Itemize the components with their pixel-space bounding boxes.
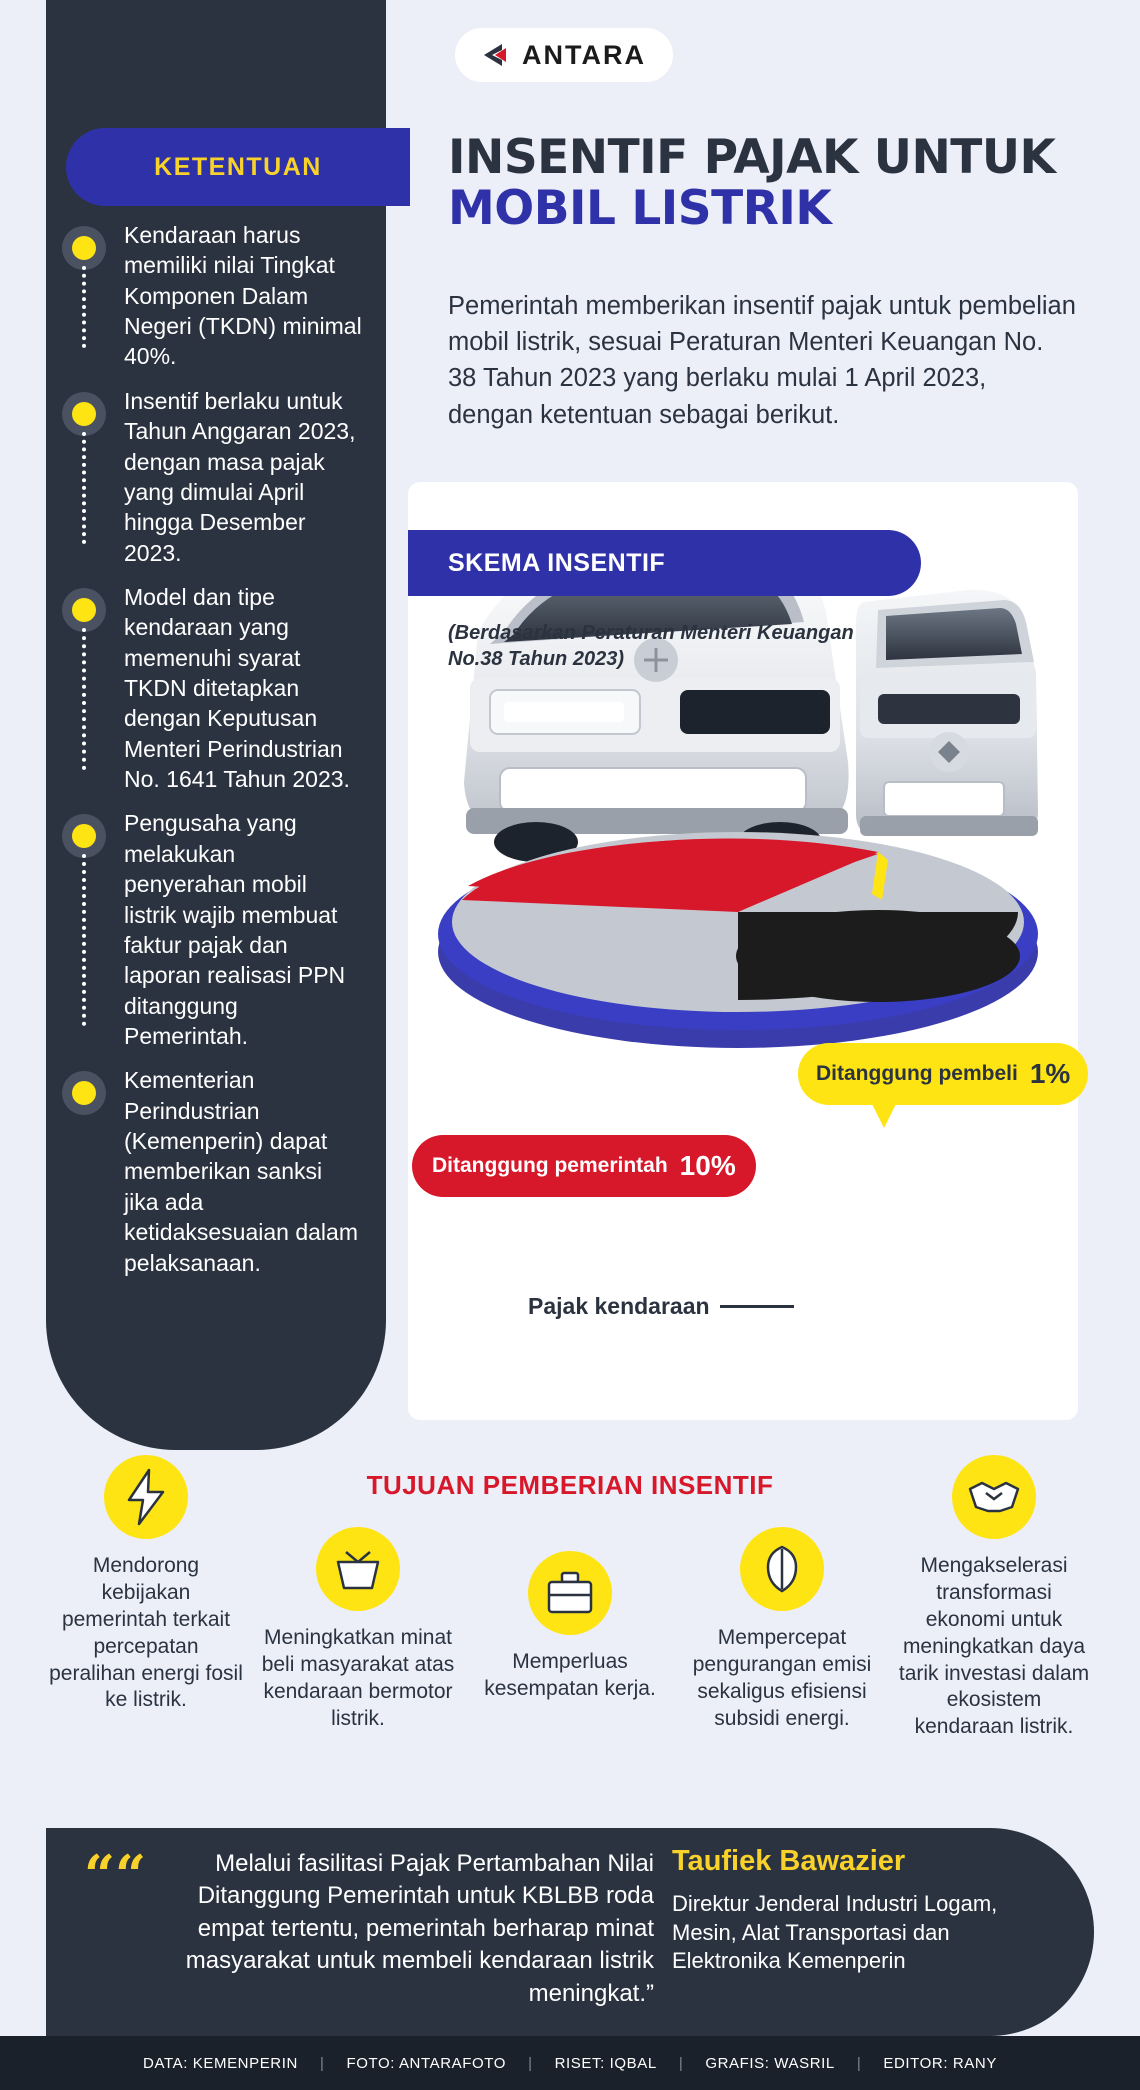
briefcase-icon [528, 1551, 612, 1635]
skema-heading-bar [408, 530, 921, 596]
bullet-dot-icon [62, 226, 106, 270]
list-item [684, 1527, 880, 1733]
handshake-icon [952, 1455, 1036, 1539]
quote-mark-icon: ““ [84, 1843, 147, 1907]
intro-paragraph: Pemerintah memberikan insentif pajak untuk pembelian mobil listrik, sesuai Peraturan Menteri Keuangan No. 38 Tahun 2023 yang berlaku mulai 1 April 2023, dengan ketentuan sebagai berikut. [448, 292, 1076, 429]
pie-label-ditanggung-pemerintah [412, 1135, 756, 1197]
leaf-emission-icon [740, 1527, 824, 1611]
tujuan-list [48, 1455, 1092, 1741]
pie-label-value: 10% [679, 1150, 736, 1181]
ketentuan-heading: KETENTUAN [154, 152, 322, 181]
list-item [62, 386, 362, 568]
quote-author-name: Taufiek Bawazier [672, 1845, 906, 1877]
tujuan-item-text: Mendorong kebijakan pemerintah terkait percepatan peralihan energi fosil ke listrik. [49, 1554, 243, 1712]
list-item [260, 1527, 456, 1733]
bullet-dot-icon [62, 392, 106, 436]
tujuan-item-text: Meningkatkan minat beli masyarakat atas kendaraan bermotor listrik. [261, 1626, 455, 1730]
pie-label-name: Ditanggung pemerintah [432, 1154, 668, 1178]
skema-subheading: (Berdasarkan Peraturan Menteri Keuangan No.38 Tahun 2023) [448, 622, 854, 670]
credit-data: DATA: KEMENPERIN [143, 2054, 298, 2072]
ketentuan-list [62, 220, 362, 1286]
ketentuan-item-text: Pengusaha yang melakukan penyerahan mobil listrik wajib membuat faktur pajak dan laporan realisasi PPN ditanggung Pemerintah. [124, 810, 346, 1049]
list-item [62, 1065, 362, 1278]
antara-logo [455, 28, 673, 82]
credit-grafis: GRAFIS: WASRIL [705, 2054, 835, 2072]
list-item [62, 220, 362, 372]
quote-author-role: Direktur Jenderal Industri Logam, Mesin, Alat Transportasi dan Elektronika Kemenperin [672, 1891, 998, 1974]
list-item [62, 808, 362, 1051]
list-item [48, 1455, 244, 1714]
footer-credits [0, 2036, 1140, 2090]
shopping-basket-icon [316, 1527, 400, 1611]
tujuan-item-text: Memperluas kesempatan kerja. [484, 1650, 656, 1700]
page-title [448, 130, 1088, 236]
ketentuan-item-text: Kendaraan harus memiliki nilai Tingkat Komponen Dalam Negeri (TKDN) minimal 40%. [124, 222, 362, 370]
tujuan-heading: TUJUAN PEMBERIAN INSENTIF [366, 1470, 774, 1500]
tujuan-item-text: Mengakselerasi transformasi ekonomi untuk meningkatkan daya tarik investasi dalam ekosistem kendaraan listrik. [898, 1554, 1090, 1739]
credit-separator: | [678, 2054, 684, 2072]
list-item [62, 582, 362, 795]
credit-separator: | [319, 2054, 325, 2072]
credit-editor: EDITOR: RANY [883, 2054, 997, 2072]
quote-text: Melalui fasilitasi Pajak Pertambahan Nilai Ditanggung Pemerintah untuk KBLBB roda empat tertentu, pemerintah berharap minat masyarakat untuk membeli kendaraan listrik meningkat.” [185, 1850, 654, 2007]
ketentuan-item-text: Insentif berlaku untuk Tahun Anggaran 2023, dengan masa pajak yang dimulai April hingga Desember 2023. [124, 387, 356, 566]
pie-label-name: Pajak kendaraan [528, 1293, 710, 1319]
pie-label-name: Ditanggung pembeli [816, 1062, 1018, 1086]
tujuan-item-text: Mempercepat pengurangan emisi sekaligus efisiensi subsidi energi. [692, 1626, 872, 1730]
ketentuan-item-text: Model dan tipe kendaraan yang memenuhi syarat TKDN ditetapkan dengan Keputusan Menteri Perindustrian No. 1641 Tahun 2023. [124, 583, 350, 793]
title-line-2: MOBIL LISTRIK [448, 180, 832, 236]
list-item [896, 1455, 1092, 1741]
credit-separator: | [528, 2054, 533, 2072]
credit-riset: RISET: IQBAL [554, 2054, 657, 2072]
credit-foto: FOTO: ANTARAFOTO [346, 2054, 507, 2072]
antara-logo-icon [482, 41, 512, 69]
antara-logo-text: ANTARA [522, 39, 646, 70]
pie-label-pajak-kendaraan [528, 1293, 794, 1320]
leader-line [720, 1305, 794, 1308]
bullet-dot-icon [62, 1071, 106, 1115]
bullet-dot-icon [62, 814, 106, 858]
skema-heading: SKEMA INSENTIF [448, 548, 666, 577]
pie-label-value: 1% [1029, 1058, 1071, 1089]
credit-separator: | [856, 2054, 862, 2072]
list-item [472, 1551, 668, 1703]
ketentuan-heading-bar [66, 128, 410, 206]
pie-label-ditanggung-pembeli [798, 1043, 1088, 1105]
pie-value-unit: % [914, 1301, 939, 1331]
pie-value-number: 11 [872, 1290, 915, 1334]
bullet-dot-icon [62, 588, 106, 632]
pie-label-pointer [870, 1100, 898, 1128]
ketentuan-item-text: Kementerian Perindustrian (Kemenperin) dapat memberikan sanksi jika ada ketidaksesuaian dalam pelaksanaan. [124, 1067, 358, 1276]
pie-value-pajak-kendaraan [872, 1290, 938, 1335]
lightning-bolt-icon [104, 1455, 188, 1539]
title-line-1: INSENTIF PAJAK UNTUK [448, 130, 1056, 185]
